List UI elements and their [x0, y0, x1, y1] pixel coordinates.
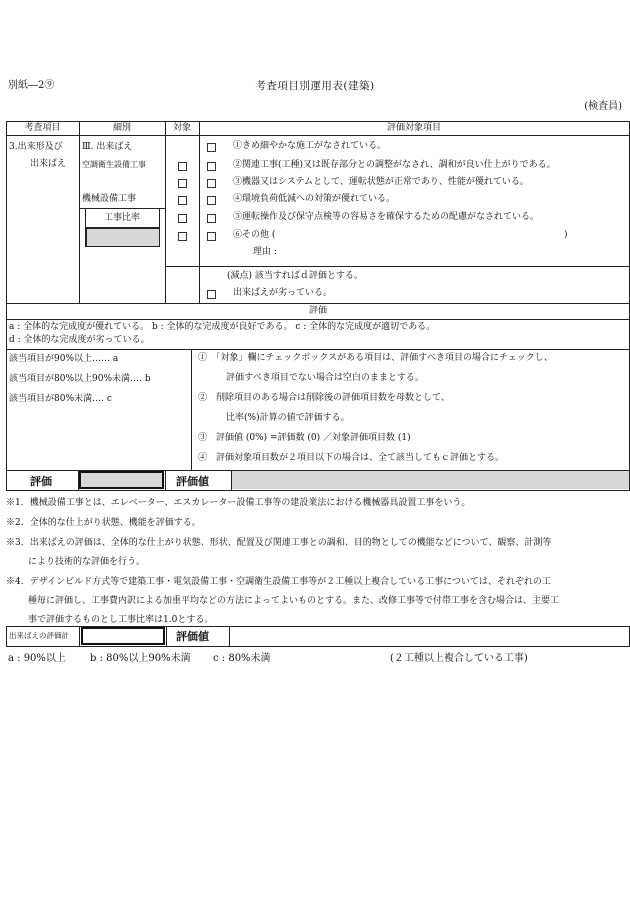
item-name-line1: 3.出来形及び: [9, 142, 63, 152]
summary-value-label: 評価値: [176, 630, 209, 643]
deduction-item: 出来ばえが劣っている。: [233, 288, 333, 298]
threshold-a: 該当項目が90%以上‥‥‥ a: [9, 354, 119, 364]
rule-3: ③ 評価値 (0%) =評価数 (0) ／対象評価項目数 (1): [198, 433, 411, 443]
evaluation-heading: 評価: [308, 306, 327, 316]
criteria-checkbox-1[interactable]: [207, 143, 216, 152]
result-value-label: 評価値: [176, 475, 209, 488]
criteria-checkbox-4[interactable]: [207, 196, 216, 205]
target-checkbox-5[interactable]: [178, 214, 187, 223]
reason-label: 理由 :: [253, 247, 277, 257]
target-checkbox-6[interactable]: [178, 232, 187, 241]
note-4-cont2: 事で評価するものとし工事比率は1.0とする。: [28, 615, 214, 625]
result-value-box[interactable]: [232, 471, 629, 489]
rule-1-cont: 評価すべき項目でない場合は空白のままとする。: [226, 373, 424, 383]
criteria-checkbox-5[interactable]: [207, 214, 216, 223]
evaluation-sheet: [6, 121, 630, 491]
target-checkbox-3[interactable]: [178, 179, 187, 188]
item-name-line2: 出来ばえ: [30, 159, 67, 169]
result-label: 評価: [30, 475, 52, 488]
criteria-3: ③機器又はシステムとして、運転状態が正常であり、性能が優れている。: [233, 177, 529, 187]
grade-c-def: c : 80%未満: [213, 653, 271, 664]
target-checkbox-4[interactable]: [178, 196, 187, 205]
criteria-6-close: ): [564, 230, 568, 240]
criteria-checkbox-3[interactable]: [207, 179, 216, 188]
rule-2: ② 削除項目のある場合は削除後の評価項目数を母数として、: [198, 393, 450, 403]
note-4-cont1: 種毎に評価し、工事費内訳による加重平均などの方法によってよいものとする。また、改修工事等で付帯工事を含む場合は、主要工: [28, 596, 560, 606]
col-header-target: 対象: [172, 123, 191, 133]
note-4: ※4．デザインビルド方式等で建築工事・電気設備工事・空調衛生設備工事等が２工種以上複合している工事については、それぞれの工: [6, 577, 551, 587]
composite-note: (２工種以上複合している工事): [390, 653, 528, 664]
criteria-5: ⑤運転操作及び保守点検等の容易さを確保するための配慮がなされている。: [233, 212, 540, 222]
note-3: ※3．出来ばえの評価は、全体的な仕上がり状態、形状、配置及び関連工事との調和、目的物としての機能などについて、観察、計測等: [6, 538, 552, 548]
summary-total-box[interactable]: [81, 627, 165, 645]
col-header-criteria: 評価対象項目: [386, 123, 441, 133]
deduction-note: (減点) 該当すればｄ評価とする。: [227, 271, 363, 281]
grade-a-def: a : 90%以上: [8, 653, 66, 664]
threshold-b: 該当項目が80%以上90%未満‥‥ b: [9, 374, 151, 384]
deduction-checkbox[interactable]: [207, 290, 216, 299]
note-3-cont: により技術的な評価を行う。: [28, 557, 146, 567]
evaluation-def-abc: a : 全体的な完成度が優れている。 b : 全体的な完成度が良好である。 c : 全体的な完成度が適切である。: [9, 322, 436, 332]
rule-4: ④ 評価対象項目数が２項目以下の場合は、全て該当してもｃ評価とする。: [198, 453, 505, 463]
rule-2-cont: 比率(%)計算の値で評価する。: [226, 413, 350, 423]
sub-heading: Ⅲ. 出来ばえ: [82, 142, 133, 152]
sub-air-conditioning: 空調衛生設備工事: [82, 160, 146, 169]
result-grade-box[interactable]: [79, 471, 164, 489]
threshold-c: 該当項目が80%未満‥‥ c: [9, 394, 112, 404]
col-header-item: 考査項目: [24, 123, 61, 133]
note-1: ※1．機械設備工事とは、エレベーター、エスカレーター設備工事等の建設業法における機械器具設置工事をいう。: [6, 498, 471, 508]
page-title: 考査項目別運用表(建築): [255, 80, 375, 92]
summary-total-label: 出来ばえの評価計: [9, 631, 69, 640]
col-header-subdivision: 細別: [112, 123, 131, 133]
criteria-2: ②関連工事(工種)又は既存部分との調整がなされ、調和が良い仕上がりである。: [233, 160, 556, 170]
criteria-checkbox-2[interactable]: [207, 162, 216, 171]
sub-mechanical: 機械設備工事: [82, 194, 137, 204]
rule-1: ① 「対象」欄にチェックボックスがある項目は、評価すべき項目の場合にチェックし、: [198, 353, 553, 363]
inspector-label: (検査員): [584, 101, 622, 112]
target-checkbox-2[interactable]: [178, 162, 187, 171]
evaluation-def-d: d : 全体的な完成度が劣っている。: [9, 335, 150, 345]
grade-b-def: b : 80%以上90%未満: [90, 653, 191, 664]
sub-work-ratio: 工事比率: [103, 213, 140, 223]
work-ratio-input[interactable]: [86, 228, 160, 247]
criteria-6: ⑥その他 (: [233, 230, 276, 240]
summary-row: [6, 626, 630, 647]
criteria-4: ④環境負荷低減への対策が優れている。: [233, 194, 396, 204]
form-number: 別紙―2⑨: [8, 80, 55, 91]
criteria-1: ①きめ細やかな施工がなされている。: [233, 141, 387, 151]
summary-value-box[interactable]: [230, 627, 628, 645]
criteria-checkbox-6[interactable]: [207, 232, 216, 241]
note-2: ※2．全体的な仕上がり状態、機能を評価する。: [6, 518, 201, 528]
